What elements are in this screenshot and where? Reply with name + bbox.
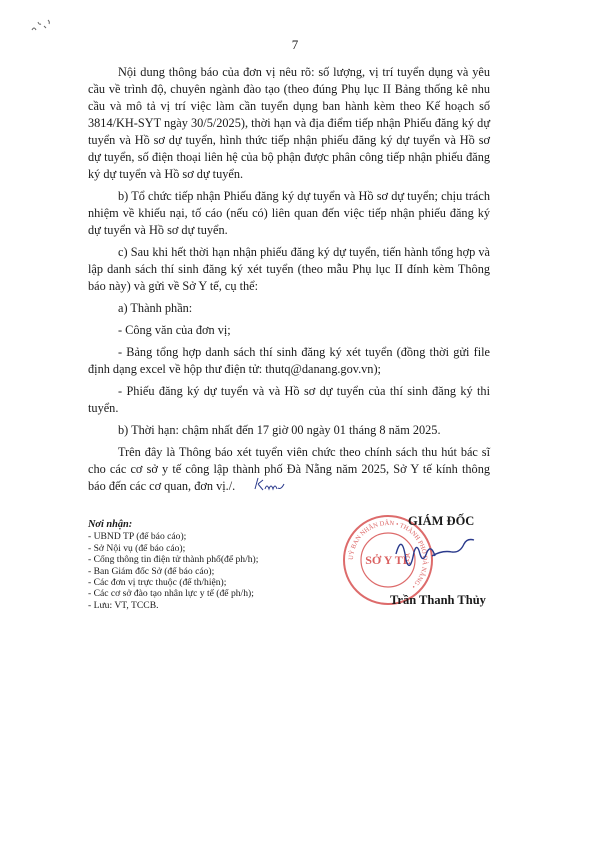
paragraph: Trên đây là Thông báo xét tuyển viên chức theo chính sách thu hút bác sĩ cho các cơ sở y tế công lập thành phố Đà Nẵng năm 2025, Sở Y tế kính thông báo đến các cơ quan, đơn vị./. (88, 445, 490, 493)
signer-name: Trần Thanh Thủy (390, 593, 486, 607)
paragraph: Nội dung thông báo của đơn vị nêu rõ: số lượng, vị trí tuyển dụng và yêu cầu về trình độ, chuyên ngành đào tạo (theo đúng Phụ lục II Bảng thống kê nhu cầu và mô tả vị trí việc làm cần tuyển dụng ban hành kèm theo Kế hoạch số 3814/KH-SYT ngày 30/5/2025), thời hạn và địa điểm tiếp nhận Phiếu đăng ký dự tuyển và Hồ sơ dự tuyển, hình thức tiếp nhận phiếu đăng ký dự tuyển và Hồ sơ dự tuyển, số điện thoại liên hệ của bộ phận được phân công tiếp nhận phiếu đăng ký dự tuyển và Hồ sơ dự tuyển. (88, 65, 490, 181)
paragraph: c) Sau khi hết thời hạn nhận phiếu đăng ký dự tuyển, tiến hành tổng hợp và lập danh sách thí sinh đăng ký xét tuyển (theo mẫu Phụ lục II đính kèm Thông báo này) và gửi về Sở Y tế, cụ thể: (88, 245, 490, 293)
paragraph: b) Thời hạn: chậm nhất đến 17 giờ 00 ngày 01 tháng 8 năm 2025. (118, 423, 441, 437)
body-text (88, 64, 490, 500)
paragraph: - Phiếu đăng ký dự tuyển và và Hồ sơ dự tuyển của thí sinh đăng ký thi tuyển. (88, 384, 490, 415)
recipient-item: - Sở Nội vụ (để báo cáo); (88, 542, 186, 554)
recipients-list (88, 519, 318, 611)
paragraph: a) Thành phần: (118, 301, 193, 315)
recipient-item: - Cổng thông tin điện tử thành phố(để ph/h); (88, 554, 259, 566)
recipient-item: - Ban Giám đốc Sở (để báo cáo); (88, 565, 215, 577)
paragraph: - Công văn của đơn vị; (118, 323, 231, 337)
signature-block (340, 512, 500, 622)
seal-ring-text: UỶ BAN NHÂN DÂN • THÀNH PHỐ ĐÀ NẴNG • (347, 519, 429, 590)
paragraph: - Bảng tổng hợp danh sách thí sinh đăng ký xét tuyển (đồng thời gửi file định dạng excel về hộp thư điện tử: thutq@danang.gov.vn); (88, 345, 490, 376)
initials-mark (252, 474, 286, 494)
recipient-item: - UBND TP (để báo cáo); (88, 531, 187, 543)
paragraph: b) Tổ chức tiếp nhận Phiếu đăng ký dự tuyển và Hồ sơ dự tuyển; chịu trách nhiệm về khiếu nại, tố cáo (nếu có) liên quan đến việc tiếp nhận phiếu đăng ký dự tuyển và Hồ sơ dự tuyển. (88, 189, 490, 237)
recipients-heading: Nơi nhận: (88, 519, 133, 530)
corner-mark (30, 16, 54, 38)
signer-title: GIÁM ĐỐC (408, 514, 475, 528)
recipient-item: - Các đơn vị trực thuộc (để th/hiện); (88, 577, 227, 589)
seal-center-text: SỞ Y TẾ (365, 553, 411, 567)
recipient-item: - Lưu: VT, TCCB. (88, 599, 159, 611)
handwritten-signature-icon (392, 530, 478, 572)
recipient-item: - Các cơ sở đào tạo nhân lực y tế (để ph/h); (88, 588, 254, 600)
page-number: 7 (291, 37, 299, 52)
